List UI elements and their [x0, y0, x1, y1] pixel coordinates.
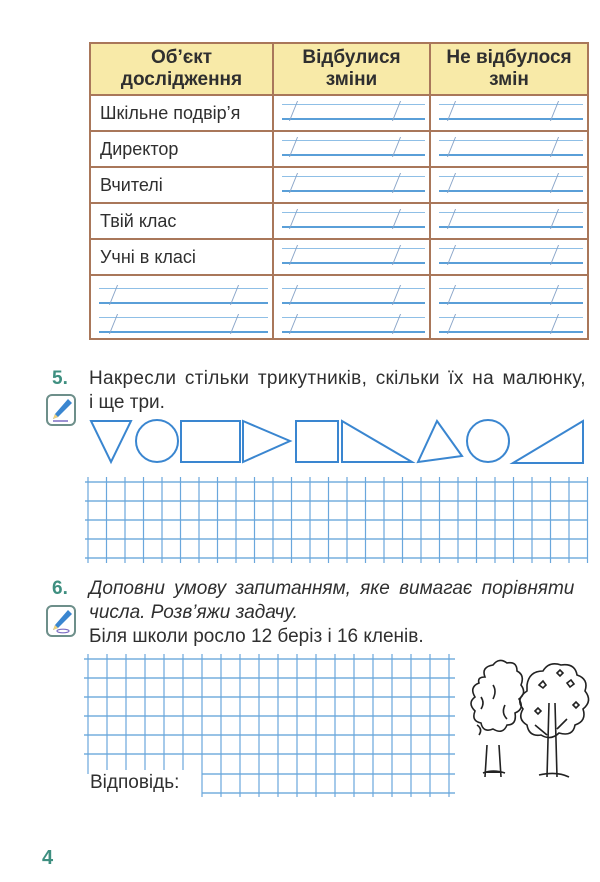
answer-field[interactable] — [202, 774, 455, 793]
right-triangle-shape — [342, 421, 412, 462]
exercise-number: 6. — [52, 578, 68, 599]
page-number: 4 — [42, 847, 54, 869]
maple-tree-icon — [520, 664, 589, 777]
header-changed: Відбулися зміни — [273, 43, 430, 95]
birch-tree-icon — [471, 660, 524, 777]
row-label: Вчителі — [90, 167, 273, 203]
exercise-text: Накресли стільки трикутників, скільки їх на малюнку, — [89, 368, 586, 389]
row-label: Учні в класі — [90, 239, 273, 275]
answer-label: Відповідь: — [90, 770, 185, 796]
exercise-number: 5. — [52, 368, 68, 389]
square-shape — [296, 421, 338, 462]
exercise-text: і ще три. — [89, 392, 165, 413]
circle-shape — [136, 420, 178, 462]
grid-exercise5 — [85, 482, 588, 558]
rectangle-shape — [181, 421, 240, 462]
circle-shape — [467, 420, 509, 462]
triangle-shape — [418, 421, 462, 462]
exercise-instruction: числа. Розв’яжи задачу. — [89, 602, 298, 623]
row-label: Твій клас — [90, 203, 273, 239]
row-label: Шкільне подвір’я — [90, 95, 273, 131]
right-triangle-shape — [513, 421, 583, 463]
trees-illustration — [455, 655, 595, 790]
header-object: Об’єкт дослідження — [90, 43, 273, 95]
triangle-right-shape — [243, 421, 290, 462]
exercise-condition: Біля школи росло 12 беріз і 16 кленів. — [89, 626, 424, 647]
pencil-icon — [46, 605, 76, 637]
triangle-down-shape — [91, 421, 131, 462]
row-label: Директор — [90, 131, 273, 167]
header-not-changed: Не відбулося змін — [430, 43, 588, 95]
exercise-instruction: Доповни умову запитанням, яке вимагає порівняти — [89, 578, 575, 599]
